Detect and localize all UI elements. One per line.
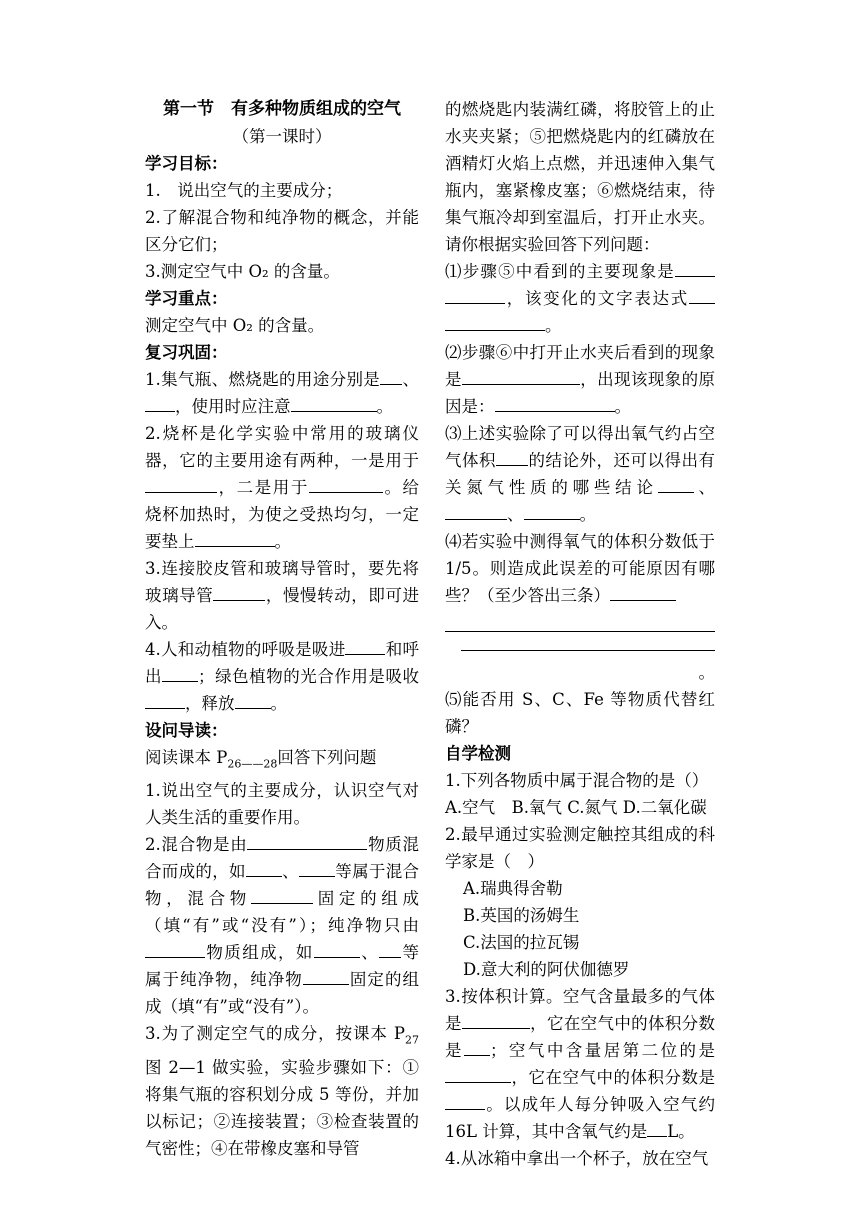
test-question-2: 2.最早通过实验测定触控其组成的科学家是（ ） [445, 825, 715, 871]
answer-blank[interactable] [345, 636, 385, 655]
answer-blank[interactable] [145, 939, 205, 958]
experiment-steps-continued: 的燃烧匙内装满红磷，将胶管上的止水夹夹紧；⑤把燃烧匙内的红磷放在酒精灯火焰上点燃，并迅速伸入集气瓶内，塞紧橡皮塞；⑥燃烧结束，待集气瓶冷却到室温后，打开止水夹。请你根据实验回答下列问题： [445, 100, 715, 254]
answer-blank[interactable] [145, 393, 175, 412]
answer-blank[interactable] [495, 393, 615, 412]
answer-blank[interactable] [247, 831, 367, 850]
objective-item: 1. 说出空气的主要成分； [145, 181, 343, 200]
answer-blank[interactable] [689, 285, 715, 304]
answer-blank[interactable] [610, 582, 676, 601]
experiment-question-1: ⑴步骤⑤中看到的主要现象是，该变化的文字表达式。 [445, 258, 715, 339]
answer-blank[interactable] [235, 690, 271, 709]
answer-blank[interactable] [445, 1091, 485, 1110]
experiment-question-3: ⑶上述实验除了可以得出氧气约占空气体积 的结论外，还可以得出有关氮气性质的哪些结论 、、 。 [445, 424, 716, 524]
test-question-1-options: A.空气 B.氧气 C.氮气 D.二氧化碳 [445, 798, 707, 817]
right-column [445, 96, 715, 1172]
answer-blank[interactable] [246, 858, 282, 877]
answer-line[interactable] [445, 609, 715, 632]
answer-blank[interactable] [445, 501, 507, 520]
answer-blank[interactable] [675, 258, 715, 277]
review-question-3: 3.连接胶皮管和玻璃导管时，要先将玻璃导管 ，慢慢转动，即可进入。 [145, 559, 420, 632]
left-column [145, 96, 419, 1162]
answer-blank[interactable] [445, 285, 505, 304]
experiment-question-2: ⑵步骤⑥中打开止水夹后看到的现象是 ，出现该现象的原因是： 。 [445, 343, 716, 416]
answer-blank[interactable] [464, 1037, 490, 1056]
objective-item: 3.测定空气中 O₂ 的含量。 [145, 262, 340, 281]
test-question-4: 4.从冰箱中拿出一个杯子，放在空气 [445, 1149, 709, 1168]
answer-blank[interactable] [461, 632, 715, 651]
guide-question-3: 3.为了测定空气的成分，按课本 $P_{27}$图 2—1 做实验，实验步骤如下：①将集气瓶的容积划分成 5 等份，并加以标记；②连接装置；③检查装置的气密性；④在带橡皮塞和导管 [145, 1024, 419, 1158]
answer-blank[interactable] [647, 1118, 667, 1137]
objective-item: 2.了解混合物和纯净物的概念，并能区分它们； [145, 208, 419, 254]
review-question-4: 4.人和动植物的呼吸是吸进 和呼出 ；绿色植物的光合作用是吸收，释放 。 [145, 636, 419, 717]
answer-blank[interactable] [162, 663, 198, 682]
self-test-heading: 自学检测 [445, 744, 511, 763]
answer-blank[interactable] [524, 501, 580, 520]
test-question-3: 3.按体积计算。空气含量最多的气体是 ，它在空气中的体积分数是 ；空气中含量居第二位的是，它在空气中的体积分数是。以成年人每分钟吸入空气约 16L 计算，其中含氧气约是 L。 [445, 987, 716, 1141]
answer-blank[interactable] [251, 885, 313, 904]
answer-blank[interactable] [145, 474, 217, 493]
answer-blank[interactable] [380, 366, 402, 385]
answer-blank[interactable] [314, 939, 360, 958]
answer-blank[interactable] [213, 582, 265, 601]
test-option: C.法国的拉瓦锡 [463, 933, 580, 952]
answer-blank[interactable] [496, 447, 528, 466]
answer-blank[interactable] [462, 366, 580, 385]
guide-question-1: 1.说出空气的主要成分，认识空气对人类生活的重要作用。 [145, 781, 419, 828]
answer-blank[interactable] [299, 858, 335, 877]
key-points-heading: 学习重点： [145, 289, 228, 308]
experiment-question-4-end: 。 [445, 632, 715, 686]
guide-heading: 设问导读： [145, 721, 228, 740]
answer-blank[interactable] [145, 690, 185, 709]
answer-blank[interactable] [309, 474, 383, 493]
experiment-question-5: ⑸能否用 S、C、Fe 等物质代替红磷？ [445, 690, 715, 736]
test-question-1: 1.下列各物质中属于混合物的是（） [445, 771, 709, 790]
review-question-2: 2.烧杯是化学实验中常用的玻璃仪器，它的主要用途有两种，一是用于，二是用于 。给烧杯加热时，为使之受热均匀，一定要垫上 。 [145, 424, 419, 551]
lesson-subtitle: （第一课时） [232, 127, 332, 146]
test-option: D.意大利的阿伏伽德罗 [463, 960, 630, 979]
experiment-question-4: ⑷若实验中测得氧气的体积分数低于 1/5。则造成此误差的可能原因有哪些？（至少答出三条） [445, 532, 715, 605]
guide-question-2: 2.混合物是由 物质混合而成的，如 、 等属于混合物，混合物 固定的组成（填“有”或“没有”）；纯净物只由物质组成，如 、 等属于纯净物，纯净物 固定的组成（填“有”或“没有”）。 [145, 831, 419, 1020]
objectives-heading: 学习目标： [145, 154, 228, 173]
answer-blank[interactable] [195, 528, 275, 547]
test-option: B.英国的汤姆生 [463, 906, 580, 925]
answer-blank[interactable] [303, 966, 349, 985]
answer-blank[interactable] [462, 1010, 530, 1029]
test-option: A.瑞典得舍勒 [463, 879, 563, 898]
answer-blank[interactable] [379, 939, 401, 958]
review-question-1: 1.集气瓶、燃烧匙的用途分别是 、，使用时应注意 。 [145, 366, 419, 420]
answer-blank[interactable] [445, 312, 545, 331]
guide-intro: 阅读课本 $P_{26——28}$回答下列问题 [145, 748, 377, 771]
answer-blank[interactable] [658, 474, 694, 493]
answer-blank[interactable] [291, 393, 377, 412]
review-heading: 复习巩固： [145, 343, 228, 362]
answer-blank[interactable] [445, 1064, 511, 1083]
key-points-text: 测定空气中 O₂ 的含量。 [145, 316, 325, 335]
page-title: 第一节 有多种物质组成的空气 [163, 99, 401, 119]
